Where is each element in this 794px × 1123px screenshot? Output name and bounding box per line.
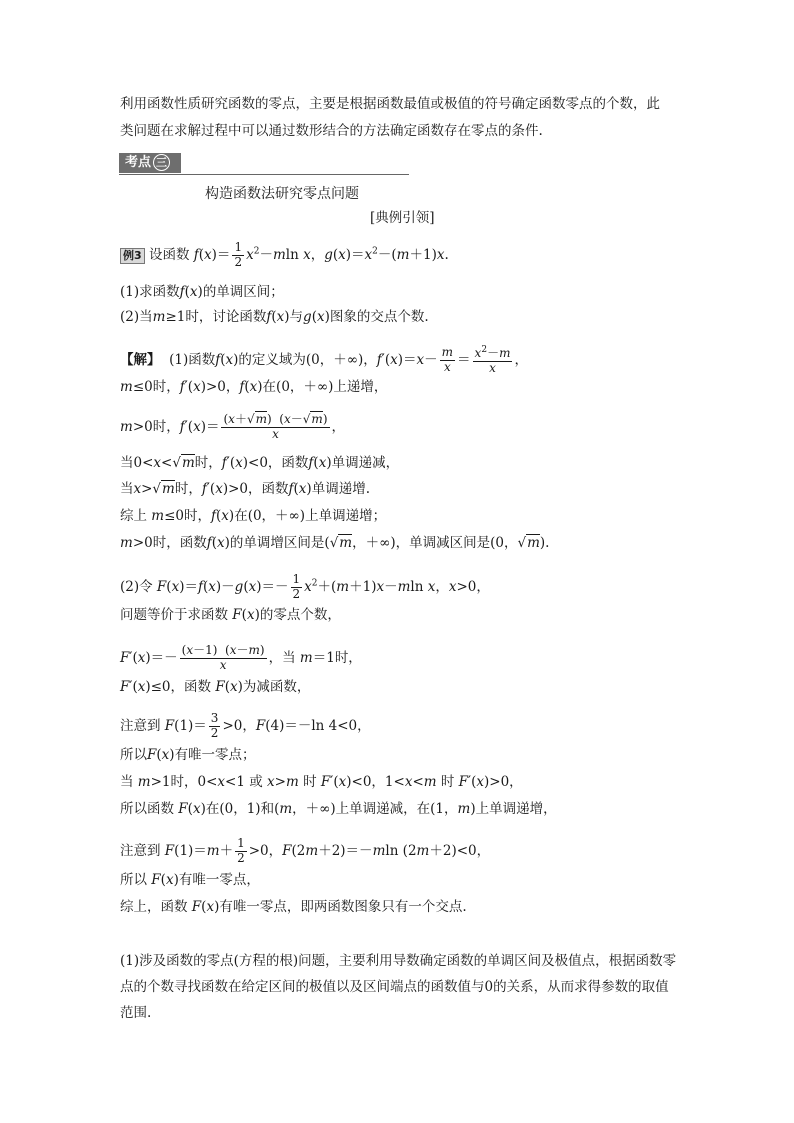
solution-line-8: (2)令 F(x)＝f(x)－g(x)＝－ $\frac{1}{2}$ $x^2+(m+1)x-mln$ x，x>0， [120,572,490,601]
solution-line-4: 当0<x<√m时，f′(x)<0，函数f(x)单调递减， [120,455,400,471]
badge-text: 考点 [125,155,152,170]
question-2: (2)当m≥1时，讨论函数f(x)与g(x)图象的交点个数. [120,309,429,325]
solution-line-2: m≤0时，f′(x)>0，f(x)在(0，＋∞)上递增， [120,379,388,395]
section-title: 构造函数法研究零点问题 [205,186,359,202]
section-rule [119,174,409,175]
solution-line-5: 当x>√m时，f′(x)>0，函数f(x)单调递增. [120,481,370,497]
section-badge [119,153,181,173]
solution-line-12: 注意到 F(1)＝ $\frac{3}{2}$ >0，F(4)＝－ln 4<0， [120,711,371,740]
example-label: 例3 [120,248,145,264]
solution-line-18: 综上，函数 F(x)有唯一零点，即两函数图象只有一个交点. [120,899,467,915]
solution-line-11: F′(x)≤0，函数 F(x)为减函数， [120,679,311,695]
example-stem: 例3 设函数 f(x)＝ $\frac{1}{2}$ $x^2-mln$ x，$g(x)=x^2-(m+1)x$. [120,241,449,270]
question-1: (1)求函数f(x)的单调区间； [120,284,284,300]
solution-line-10: F′(x)＝－ $\frac{(x-1) (x-m)}{x}$ ，当 m＝1时， [120,643,362,672]
solution-line-1: 【解】 (1)函数f(x)的定义域为(0，＋∞)，f′(x)＝x－ $\frac{m}{x}$ ＝ $\frac{x^2-m}{x}$ ， [120,345,528,375]
solution-line-17: 所以 F(x)有唯一零点， [120,872,260,888]
solution-line-3: m>0时，f′(x)＝ $\frac{(x+√m) (x-√m)}{x}$ ， [120,412,345,441]
solution-line-9: 问题等价于求函数 F(x)的零点个数， [120,607,341,623]
summary-paragraph: (1)涉及函数的零点(方程的根)问题，主要利用导数确定函数的单调区间及极值点，根据函数零点的个数寻找函数在给定区间的极值以及区间端点的函数值与0的关系，从而求得参数的取值范围. [120,953,677,1021]
solution-line-6: 综上 m≤0时，f(x)在(0，＋∞)上单调递增； [120,508,387,524]
badge-number: 三 [153,154,170,171]
intro-line-1: 利用函数性质研究函数的零点，主要是根据函数最值或极值的符号确定函数零点的个数，此 [120,96,660,112]
solution-line-14: 当 m>1时，0<x<1 或 x>m 时 F′(x)<0，1<x<m 时 F′(x)>0， [120,774,523,790]
solution-line-7: m>0时，函数f(x)的单调增区间是(√m，＋∞)，单调减区间是(0，√m). [120,535,550,551]
solution-line-15: 所以函数 F(x)在(0，1)和(m，＋∞)上单调递减，在(1，m)上单调递增， [120,801,557,817]
solution-line-13: 所以F(x)有唯一零点； [120,747,256,763]
intro-line-2: 类问题在求解过程中可以通过数形结合的方法确定函数存在零点的条件. [120,123,543,139]
solution-line-16: 注意到 F(1)＝m＋ $\frac{1}{2}$ >0，F(2m＋2)＝－mln (2m＋2)<0， [120,836,491,865]
solution-label: 【解】 [120,351,161,368]
section-tag: [典例引领] [370,210,435,226]
